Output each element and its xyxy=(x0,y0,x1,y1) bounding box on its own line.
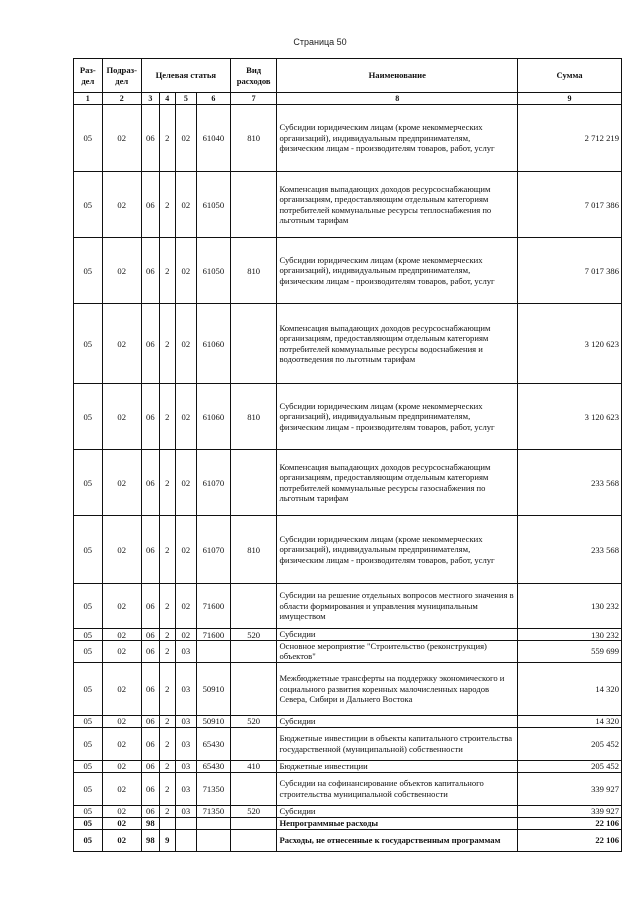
cell-sum: 233 568 xyxy=(518,450,622,516)
table-row xyxy=(74,105,622,172)
cell-direction: 71600 xyxy=(196,584,230,629)
cell-razdel: 05 xyxy=(74,450,103,516)
cell-direction xyxy=(196,829,230,851)
cell-expense-type xyxy=(230,304,277,384)
cell-sum: 233 568 xyxy=(518,516,622,584)
cell-program: 98 xyxy=(141,829,159,851)
cell-razdel: 05 xyxy=(74,772,103,805)
table-row xyxy=(74,662,622,715)
cell-expense-type: 810 xyxy=(230,238,277,304)
cell-event: 02 xyxy=(175,629,196,641)
cell-expense-type: 520 xyxy=(230,715,277,727)
cell-event: 03 xyxy=(175,760,196,772)
cell-name: Межбюджетные трансферты на поддержку экономического и социального развития коренных малочисленных народов Севера, Сибири и Дальнего Востока xyxy=(277,662,518,715)
table-row xyxy=(74,772,622,805)
table-row xyxy=(74,304,622,384)
cell-subprogram: 2 xyxy=(159,384,175,450)
cell-podrazdel: 02 xyxy=(102,172,141,238)
cell-expense-type xyxy=(230,662,277,715)
table-row xyxy=(74,760,622,772)
cell-event: 03 xyxy=(175,715,196,727)
cell-subprogram: 2 xyxy=(159,584,175,629)
table-row xyxy=(74,715,622,727)
cell-name: Субсидии xyxy=(277,715,518,727)
cell-subprogram: 2 xyxy=(159,641,175,663)
header-target-article: Целевая статья xyxy=(141,59,230,93)
table-row xyxy=(74,641,622,663)
cell-name: Компенсация выпадающих доходов ресурсоснабжающим организациям, предоставляющим отдельным категориям потребителей коммунальные ресурсы теплоснабжения по льготным тарифам xyxy=(277,172,518,238)
cell-sum: 14 320 xyxy=(518,662,622,715)
cell-subprogram: 2 xyxy=(159,172,175,238)
cell-razdel: 05 xyxy=(74,829,103,851)
header-razdel: Раз-дел xyxy=(74,59,103,93)
cell-expense-type xyxy=(230,829,277,851)
cell-direction xyxy=(196,641,230,663)
table-body xyxy=(74,105,622,852)
column-number: 6 xyxy=(196,93,230,105)
cell-razdel: 05 xyxy=(74,641,103,663)
cell-event: 03 xyxy=(175,662,196,715)
cell-program: 06 xyxy=(141,805,159,817)
cell-podrazdel: 02 xyxy=(102,772,141,805)
cell-program: 06 xyxy=(141,304,159,384)
cell-podrazdel: 02 xyxy=(102,384,141,450)
cell-event: 02 xyxy=(175,450,196,516)
cell-sum: 205 452 xyxy=(518,760,622,772)
cell-sum: 3 120 623 xyxy=(518,384,622,450)
cell-podrazdel: 02 xyxy=(102,715,141,727)
table-row xyxy=(74,516,622,584)
cell-podrazdel: 02 xyxy=(102,829,141,851)
cell-subprogram: 2 xyxy=(159,662,175,715)
cell-sum: 14 320 xyxy=(518,715,622,727)
cell-subprogram: 2 xyxy=(159,715,175,727)
cell-event: 02 xyxy=(175,238,196,304)
header-sum: Сумма xyxy=(518,59,622,93)
cell-podrazdel: 02 xyxy=(102,238,141,304)
cell-direction: 61050 xyxy=(196,172,230,238)
cell-name: Компенсация выпадающих доходов ресурсоснабжающим организациям, предоставляющим отдельным категориям потребителей коммунальные ресурсы газоснабжения по льготным тарифам xyxy=(277,450,518,516)
cell-direction: 71600 xyxy=(196,629,230,641)
table-row xyxy=(74,172,622,238)
cell-sum: 2 712 219 xyxy=(518,105,622,172)
cell-direction: 61070 xyxy=(196,450,230,516)
cell-event: 02 xyxy=(175,304,196,384)
cell-subprogram: 2 xyxy=(159,516,175,584)
cell-direction: 65430 xyxy=(196,727,230,760)
cell-expense-type: 810 xyxy=(230,516,277,584)
cell-expense-type xyxy=(230,450,277,516)
cell-program: 06 xyxy=(141,727,159,760)
column-number: 1 xyxy=(74,93,103,105)
column-number: 8 xyxy=(277,93,518,105)
cell-sum: 559 699 xyxy=(518,641,622,663)
cell-razdel: 05 xyxy=(74,384,103,450)
cell-podrazdel: 02 xyxy=(102,760,141,772)
column-number: 9 xyxy=(518,93,622,105)
cell-expense-type xyxy=(230,584,277,629)
cell-sum: 130 232 xyxy=(518,629,622,641)
table-row xyxy=(74,829,622,851)
header-row xyxy=(74,59,622,93)
table-row xyxy=(74,805,622,817)
cell-program: 98 xyxy=(141,817,159,829)
cell-podrazdel: 02 xyxy=(102,629,141,641)
cell-expense-type: 520 xyxy=(230,805,277,817)
cell-razdel: 05 xyxy=(74,715,103,727)
cell-name: Непрограммные расходы xyxy=(277,817,518,829)
cell-podrazdel: 02 xyxy=(102,304,141,384)
cell-name: Компенсация выпадающих доходов ресурсоснабжающим организациям, предоставляющим отдельным категориям потребителей коммунальные ресурсы водоснабжения и водоотведения по льготным тарифам xyxy=(277,304,518,384)
cell-podrazdel: 02 xyxy=(102,817,141,829)
cell-event: 03 xyxy=(175,641,196,663)
cell-program: 06 xyxy=(141,662,159,715)
cell-expense-type: 520 xyxy=(230,629,277,641)
cell-expense-type xyxy=(230,641,277,663)
cell-event: 03 xyxy=(175,805,196,817)
cell-subprogram: 2 xyxy=(159,727,175,760)
cell-razdel: 05 xyxy=(74,727,103,760)
cell-event: 02 xyxy=(175,384,196,450)
cell-subprogram: 2 xyxy=(159,238,175,304)
cell-expense-type xyxy=(230,727,277,760)
column-number: 4 xyxy=(159,93,175,105)
cell-program: 06 xyxy=(141,172,159,238)
cell-event: 02 xyxy=(175,172,196,238)
cell-direction: 65430 xyxy=(196,760,230,772)
cell-name: Субсидии xyxy=(277,629,518,641)
cell-expense-type: 410 xyxy=(230,760,277,772)
cell-direction: 50910 xyxy=(196,662,230,715)
cell-expense-type xyxy=(230,172,277,238)
cell-podrazdel: 02 xyxy=(102,450,141,516)
cell-name: Субсидии юридическим лицам (кроме некоммерческих организаций), индивидуальным предпринимателям, физическим лицам - производителям товаров, работ, услуг xyxy=(277,384,518,450)
table-row xyxy=(74,384,622,450)
cell-podrazdel: 02 xyxy=(102,727,141,760)
cell-program: 06 xyxy=(141,105,159,172)
cell-name: Основное мероприятие "Строительство (реконструкция) объектов" xyxy=(277,641,518,663)
table-row xyxy=(74,629,622,641)
cell-program: 06 xyxy=(141,238,159,304)
cell-sum: 22 106 xyxy=(518,817,622,829)
cell-razdel: 05 xyxy=(74,584,103,629)
cell-event: 02 xyxy=(175,516,196,584)
column-number: 7 xyxy=(230,93,277,105)
header-podrazdel: Подраз-дел xyxy=(102,59,141,93)
cell-subprogram: 2 xyxy=(159,760,175,772)
cell-expense-type: 810 xyxy=(230,384,277,450)
table-row xyxy=(74,584,622,629)
page-number: Страница 50 xyxy=(293,37,347,47)
cell-direction: 50910 xyxy=(196,715,230,727)
cell-name: Субсидии на софинансирование объектов капитального строительства муниципальной собственности xyxy=(277,772,518,805)
cell-program: 06 xyxy=(141,584,159,629)
cell-subprogram: 2 xyxy=(159,772,175,805)
cell-event xyxy=(175,829,196,851)
cell-subprogram: 2 xyxy=(159,105,175,172)
column-number-row xyxy=(74,93,622,105)
column-number: 2 xyxy=(102,93,141,105)
cell-subprogram: 2 xyxy=(159,805,175,817)
cell-event: 02 xyxy=(175,105,196,172)
cell-name: Бюджетные инвестиции в объекты капитального строительства государственной (муниципальной) собственности xyxy=(277,727,518,760)
cell-razdel: 05 xyxy=(74,760,103,772)
table-row xyxy=(74,817,622,829)
cell-expense-type xyxy=(230,817,277,829)
table-row xyxy=(74,238,622,304)
cell-subprogram: 2 xyxy=(159,304,175,384)
cell-program: 06 xyxy=(141,772,159,805)
cell-name: Субсидии юридическим лицам (кроме некоммерческих организаций), индивидуальным предпринимателям, физическим лицам - производителям товаров, работ, услуг xyxy=(277,105,518,172)
cell-program: 06 xyxy=(141,450,159,516)
cell-event xyxy=(175,817,196,829)
cell-razdel: 05 xyxy=(74,516,103,584)
cell-program: 06 xyxy=(141,715,159,727)
cell-razdel: 05 xyxy=(74,172,103,238)
cell-direction: 61060 xyxy=(196,384,230,450)
cell-subprogram: 2 xyxy=(159,450,175,516)
cell-program: 06 xyxy=(141,516,159,584)
cell-podrazdel: 02 xyxy=(102,516,141,584)
cell-name: Субсидии юридическим лицам (кроме некоммерческих организаций), индивидуальным предпринимателям, физическим лицам - производителям товаров, работ, услуг xyxy=(277,238,518,304)
cell-direction: 61070 xyxy=(196,516,230,584)
cell-podrazdel: 02 xyxy=(102,662,141,715)
cell-name: Субсидии на решение отдельных вопросов местного значения в области формирования и управления муниципальным имуществом xyxy=(277,584,518,629)
cell-razdel: 05 xyxy=(74,238,103,304)
budget-table xyxy=(73,58,622,852)
cell-subprogram: 2 xyxy=(159,629,175,641)
cell-expense-type xyxy=(230,772,277,805)
cell-sum: 7 017 386 xyxy=(518,172,622,238)
cell-subprogram xyxy=(159,817,175,829)
cell-razdel: 05 xyxy=(74,629,103,641)
cell-direction: 71350 xyxy=(196,805,230,817)
cell-expense-type: 810 xyxy=(230,105,277,172)
cell-sum: 339 927 xyxy=(518,772,622,805)
cell-program: 06 xyxy=(141,629,159,641)
cell-name: Расходы, не отнесенные к государственным программам xyxy=(277,829,518,851)
column-number: 5 xyxy=(175,93,196,105)
header-name: Наименование xyxy=(277,59,518,93)
cell-name: Субсидии юридическим лицам (кроме некоммерческих организаций), индивидуальным предпринимателям, физическим лицам - производителям товаров, работ, услуг xyxy=(277,516,518,584)
cell-direction: 61040 xyxy=(196,105,230,172)
cell-razdel: 05 xyxy=(74,662,103,715)
cell-event: 03 xyxy=(175,727,196,760)
cell-razdel: 05 xyxy=(74,805,103,817)
table-row xyxy=(74,450,622,516)
cell-program: 06 xyxy=(141,760,159,772)
cell-sum: 7 017 386 xyxy=(518,238,622,304)
cell-podrazdel: 02 xyxy=(102,105,141,172)
cell-podrazdel: 02 xyxy=(102,805,141,817)
cell-direction xyxy=(196,817,230,829)
cell-direction: 61060 xyxy=(196,304,230,384)
cell-event: 02 xyxy=(175,584,196,629)
cell-event: 03 xyxy=(175,772,196,805)
cell-sum: 130 232 xyxy=(518,584,622,629)
cell-sum: 22 106 xyxy=(518,829,622,851)
cell-podrazdel: 02 xyxy=(102,641,141,663)
cell-sum: 339 927 xyxy=(518,805,622,817)
column-number: 3 xyxy=(141,93,159,105)
table-row xyxy=(74,727,622,760)
cell-sum: 205 452 xyxy=(518,727,622,760)
cell-direction: 61050 xyxy=(196,238,230,304)
cell-program: 06 xyxy=(141,384,159,450)
cell-sum: 3 120 623 xyxy=(518,304,622,384)
cell-razdel: 05 xyxy=(74,105,103,172)
cell-name: Бюджетные инвестиции xyxy=(277,760,518,772)
cell-direction: 71350 xyxy=(196,772,230,805)
cell-subprogram: 9 xyxy=(159,829,175,851)
header-expense-type: Вид расходов xyxy=(230,59,277,93)
cell-podrazdel: 02 xyxy=(102,584,141,629)
cell-razdel: 05 xyxy=(74,817,103,829)
cell-razdel: 05 xyxy=(74,304,103,384)
cell-program: 06 xyxy=(141,641,159,663)
cell-name: Субсидии xyxy=(277,805,518,817)
